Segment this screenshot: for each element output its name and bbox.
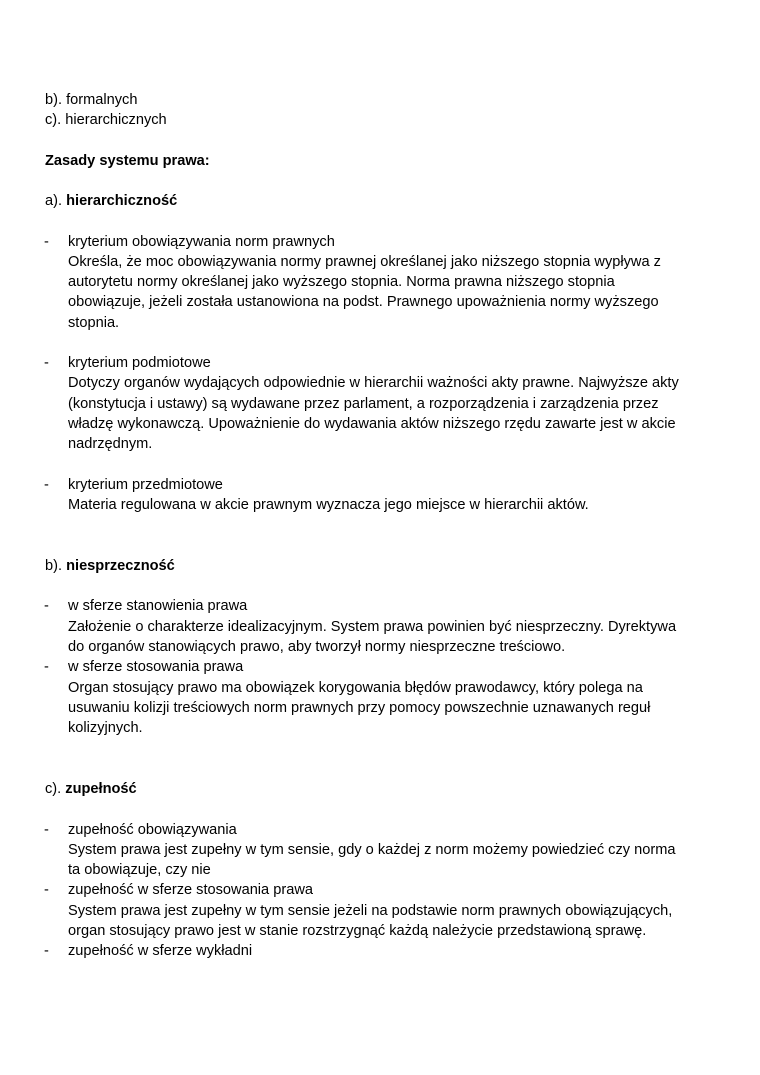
item-text-line: autorytetu normy określanej jako wyższego stopnia. Norma prawna niższego stopnia <box>68 274 615 290</box>
intro-item-hierarchical: c). hierarchicznych <box>45 112 167 128</box>
item-label: w sferze stanowienia prawa <box>68 598 248 614</box>
item-label: kryterium przedmiotowe <box>68 477 223 493</box>
bullet-dash: - <box>44 943 49 959</box>
section-c-title <box>45 779 137 799</box>
item-text-line: stopnia. <box>68 315 120 331</box>
section-b-title <box>45 556 175 576</box>
item-label: kryterium obowiązywania norm prawnych <box>68 234 335 250</box>
bullet-dash: - <box>44 822 49 838</box>
item-text-line: usuwaniu kolizji treściowych norm prawnych przy pomocy powszechnie uznawanych reguł <box>68 700 651 716</box>
intro-item-formal: b). formalnych <box>45 92 138 108</box>
item-text-line: Materia regulowana w akcie prawnym wyznacza jego miejsce w hierarchii aktów. <box>68 497 589 513</box>
item-text-line: władzę wykonawczą. Upoważnienie do wydawania aktów niższego rzędu zawarte jest w akcie <box>68 416 676 432</box>
item-label: zupełność obowiązywania <box>68 822 237 838</box>
section-a-prefix: a). <box>45 193 63 209</box>
item-text-line: do organów stanowiących prawo, aby tworzył normy niesprzeczne treściowo. <box>68 639 566 655</box>
item-text-line: (konstytucja i ustawy) są wydawane przez parlament, a rozporządzenia i zarządzenia przez <box>68 396 659 412</box>
section-b-name: niesprzeczność <box>66 558 175 574</box>
item-text-line: obowiązuje, jeżeli została ustanowiona na podst. Prawnego upoważnienia normy wyższego <box>68 294 659 310</box>
bullet-dash: - <box>44 598 49 614</box>
item-text-line: organ stosujący prawo jest w stanie rozstrzygnąć każdą należycie przedstawioną sprawę. <box>68 923 647 939</box>
item-text-line: Określa, że moc obowiązywania normy prawnej określanej jako niższego stopnia wypływa z <box>68 254 661 270</box>
bullet-dash: - <box>44 355 49 371</box>
item-text-line: kolizyjnych. <box>68 720 143 736</box>
item-label: zupełność w sferze wykładni <box>68 943 253 959</box>
section-b-prefix: b). <box>45 558 63 574</box>
item-text-line: Organ stosujący prawo ma obowiązek korygowania błędów prawodawcy, który polega na <box>68 680 643 696</box>
item-label: zupełność w sferze stosowania prawa <box>68 882 313 898</box>
item-label: kryterium podmiotowe <box>68 355 211 371</box>
bullet-dash: - <box>44 882 49 898</box>
section-c-name: zupełność <box>65 781 137 797</box>
item-label: w sferze stosowania prawa <box>68 659 244 675</box>
section-heading: Zasady systemu prawa: <box>45 153 210 169</box>
item-text-line: ta obowiązuje, czy nie <box>68 862 211 878</box>
bullet-dash: - <box>44 477 49 493</box>
bullet-dash: - <box>44 659 49 675</box>
bullet-dash: - <box>44 234 49 250</box>
item-text-line: System prawa jest zupełny w tym sensie, gdy o każdej z norm możemy powiedzieć czy norma <box>68 842 676 858</box>
section-c-prefix: c). <box>45 781 62 797</box>
item-text-line: nadrzędnym. <box>68 436 153 452</box>
item-text-line: Dotyczy organów wydających odpowiednie w hierarchii ważności akty prawne. Najwyższe akty <box>68 375 679 391</box>
section-a-name: hierarchiczność <box>66 193 178 209</box>
section-a-title <box>45 191 177 211</box>
item-text-line: System prawa jest zupełny w tym sensie jeżeli na podstawie norm prawnych obowiązujących, <box>68 903 673 919</box>
item-text-line: Założenie o charakterze idealizacyjnym. System prawa powinien być niesprzeczny. Dyrektywa <box>68 619 677 635</box>
